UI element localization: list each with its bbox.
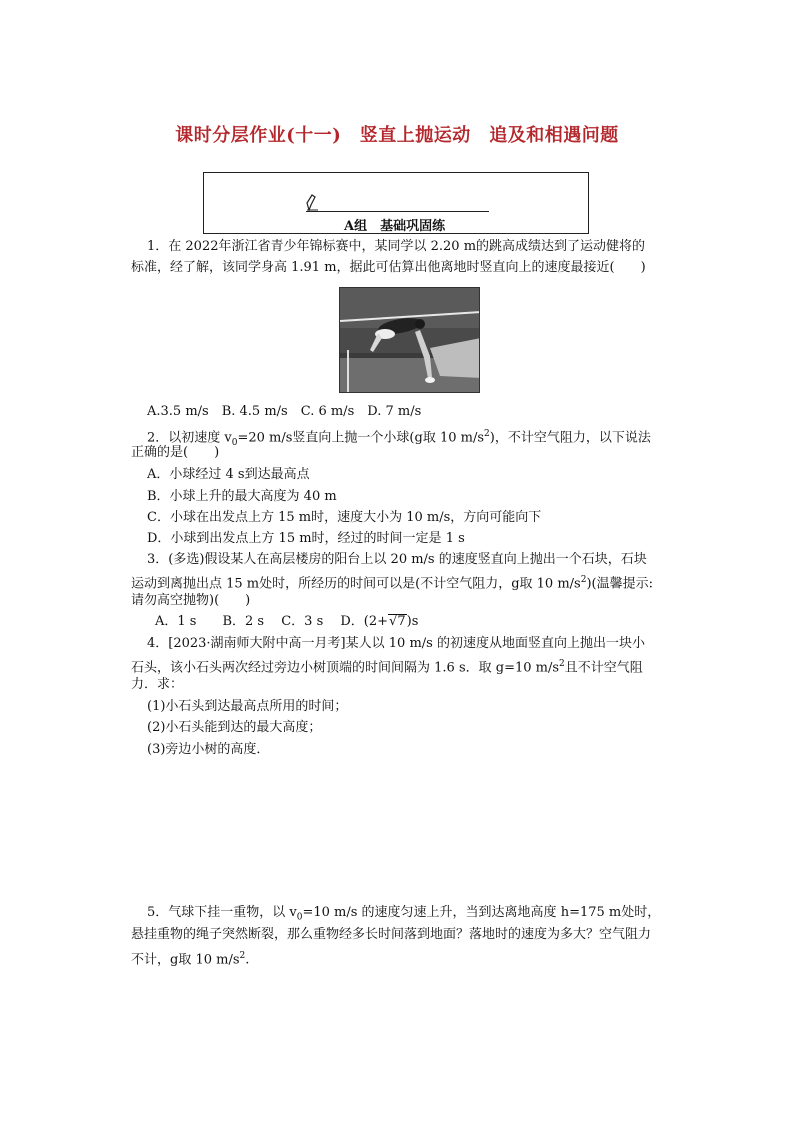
high-jump-illustration [340,288,480,393]
q1-line2: 标准，经了解，该同学身高 1.91 m，据此可估算出他离地时竖直向上的速度最接近( ) [131,260,646,275]
q2-option-a: A．小球经过 4 s到达最高点 [147,467,310,482]
q2-option-b: B．小球上升的最大高度为 40 m [147,489,337,504]
q4-line3: 力．求： [131,677,184,692]
q3-line3: 请勿高空抛物)( ) [131,593,251,608]
high-jump-photo [339,287,480,393]
q4-sub2: (2)小石头能到达的最大高度； [147,720,322,735]
q4-sub1: (1)小石头到达最高点所用的时间； [147,699,348,714]
q3-line2: 运动到离抛出点 15 m处时，所经历的时间可以是(不计空气阻力，g取 10 $m/s^2$)(温馨提示: [131,575,653,592]
pen-icon [306,193,320,211]
q4-line1: 4．[2023·湖南师大附中高一月考]某人以 10 m/s 的初速度从地面竖直向上抛出一块小 [147,636,645,651]
q2-option-c: C．小球在出发点上方 15 m时，速度大小为 10 m/s，方向可能向下 [147,510,542,525]
q2-line2: 正确的是( ) [131,445,220,460]
page-title: 课时分层作业(十一) 竖直上抛运动 追及和相遇问题 [175,125,619,146]
q4-line2: 石头，该小石头两次经过旁边小树顶端的时间间隔为 1.6 s．取 g=10 $m/s^2$且不计空气阻 [131,659,643,676]
q3-line1: 3．(多选)假设某人在高层楼房的阳台上以 20 m/s 的速度竖直向上抛出一个石块，石块 [147,552,647,567]
q1-line1: 1．在 2022年浙江省青少年锦标赛中，某同学以 2.20 m的跳高成绩达到了运动健将的 [147,239,646,254]
q1-options: A.3.5 m/s B. 4.5 m/s C. 6 m/s D. 7 m/s [147,404,422,419]
q5-line1: 5．气球下挂一重物，以 $v_0=10$ m/s 的速度匀速上升，当到达离地高度 h=175 m处时， [147,905,661,923]
q5-line3: 不计，g取 10 $m/s^2$. [131,951,250,968]
q4-sub3: (3)旁边小树的高度． [147,742,270,757]
q2-line1: 2．以初速度 $v_0=20$ m/s竖直向上抛一个小球(g取 10 $m/s^2$)，不计空气阻力，以下说法 [147,429,651,448]
q2-option-d: D．小球到出发点上方 15 m时，经过的时间一定是 1 s [147,531,465,546]
q5-line2: 悬挂重物的绳子突然断裂，那么重物经多长时间落到地面？落地时的速度为多大？空气阻力 [131,927,652,942]
q3-options: A．1 s B．2 s C．3 s D．(2+√7)s [155,614,419,629]
banner-underline [306,211,489,212]
sqrt-seven: √7 [389,614,406,629]
section-label: A组 基础巩固练 [344,219,446,234]
section-banner [203,172,589,234]
